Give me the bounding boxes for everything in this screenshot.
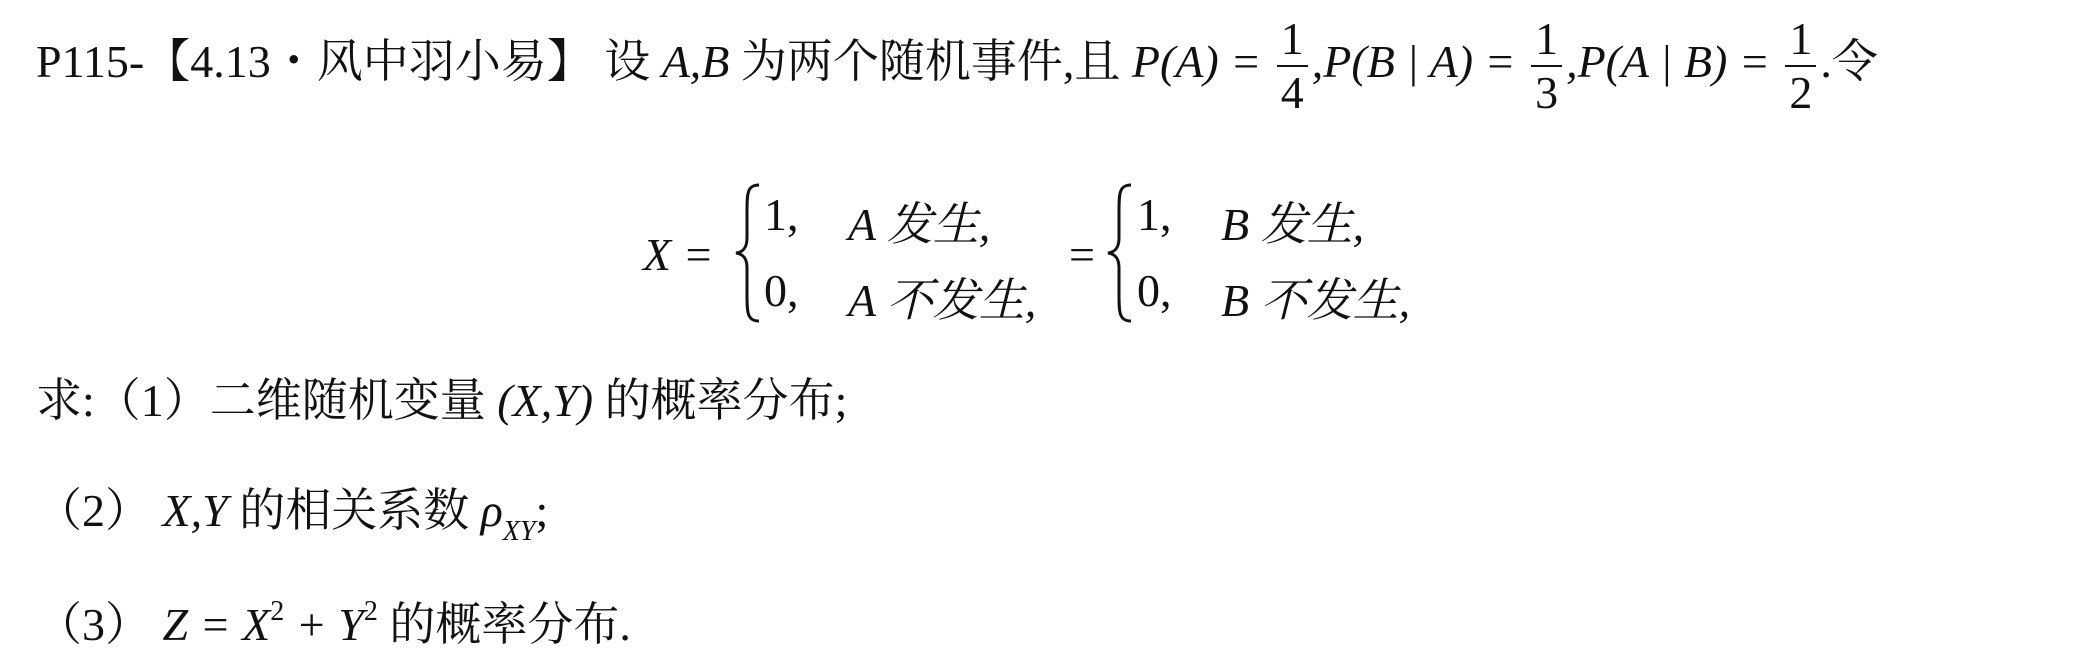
q3-x-exponent: 2 [270,596,285,627]
y-lhs: = [1069,229,1095,280]
problem-source: P115-【4.13・风中羽小易】 [36,36,593,87]
q2-variables: X,Y [162,485,228,536]
y-case1-value: 1, [1137,189,1172,240]
q3-z-expression: Z = X [162,599,271,650]
q2-middle: 的相关系数 [239,485,470,536]
q1-prefix: 求:（1）二维随机变量 [36,375,486,426]
q3-plus-y: + Y [284,599,364,650]
piecewise-definitions [643,178,1463,328]
q3-y-exponent: 2 [363,596,378,627]
y-case2-condition: B 不发生, [1221,275,1411,326]
pba-fraction [1531,15,1562,118]
q2-rho-subscript: XY [502,516,536,547]
events-label: A,B [661,36,730,87]
q2-rho-symbol: ρ [480,485,503,536]
pab-fraction [1785,15,1816,118]
q1-variable: (X,Y) [497,375,594,426]
pba-denominator: 3 [1535,67,1559,119]
intro-text: 设 [604,36,651,87]
x-brace [733,182,763,324]
pab-denominator: 2 [1789,67,1813,119]
pba-numerator: 1 [1535,13,1559,65]
x-case2-value: 0, [764,265,799,316]
x-case1-value: 1, [764,189,799,240]
x-case2-condition: A 不发生, [848,275,1037,326]
description-text: 为两个随机事件,且 [740,36,1121,87]
q3-suffix: 的概率分布. [389,599,631,650]
x-lhs: X = [643,229,714,280]
question-3 [36,598,631,648]
x-case1-condition: A 发生, [848,199,991,250]
q1-suffix: 的概率分布; [604,375,848,426]
pa-lhs: P(A) = [1131,36,1262,87]
pa-denominator: 4 [1280,67,1304,119]
pab-lhs: ,P(A | B) = [1566,36,1770,87]
question-1 [36,375,848,426]
q2-suffix: ; [535,485,549,536]
q2-prefix: （2） [36,485,151,536]
question-2 [36,485,549,547]
q3-prefix: （3） [36,599,151,650]
pa-numerator: 1 [1280,13,1304,65]
problem-statement [36,12,1878,119]
pba-lhs: ,P(B | A) = [1311,36,1516,87]
y-brace [1105,182,1135,324]
pab-numerator: 1 [1789,13,1813,65]
ling-text: .令 [1820,36,1878,87]
y-case1-condition: B 发生, [1221,199,1365,250]
y-case2-value: 0, [1137,265,1172,316]
pa-fraction [1277,15,1308,118]
